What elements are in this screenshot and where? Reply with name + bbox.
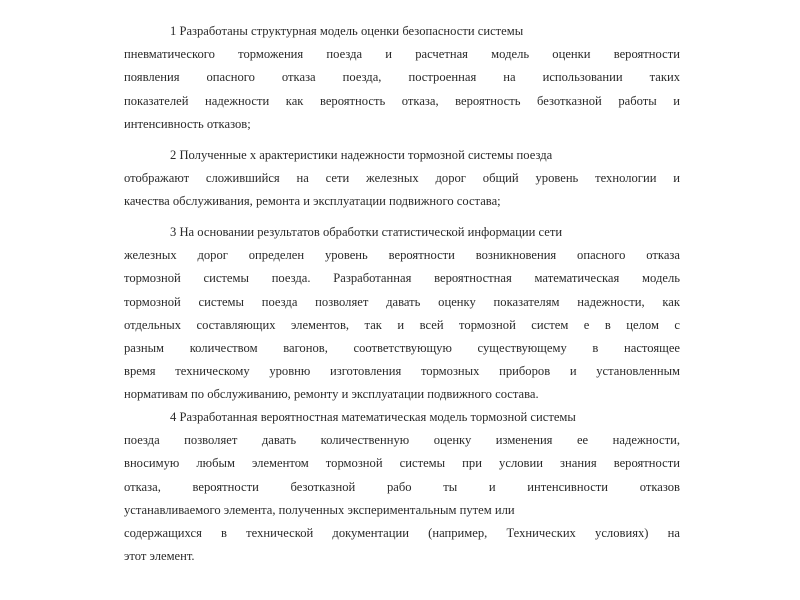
paragraph-line: 3 На основании результатов обработки статистической информации сети xyxy=(170,225,563,239)
paragraph-4 xyxy=(124,406,680,568)
paragraph-line: устанавливаемого элемента, полученных экспериментальным путем или xyxy=(124,502,515,517)
paragraph-line: этот элемент. xyxy=(124,549,195,564)
paragraph-line: время техническому уровню изготовления тормозных приборов и установленным xyxy=(124,364,680,379)
paragraph-3 xyxy=(124,221,680,407)
paragraph-line: отдельных составляющих элементов, так и всей тормозной систем е в целом с xyxy=(124,317,680,332)
paragraph-line: 1 Разработаны структурная модель оценки безопасности системы xyxy=(170,24,524,38)
paragraph-line: тормозной системы поезда. Разработанная вероятностная математическая модель xyxy=(124,271,680,286)
paragraph-2 xyxy=(124,144,680,214)
paragraph-line: нормативам по обслуживанию, ремонту и эксплуатации подвижного состава. xyxy=(124,387,539,402)
paragraph-line: 2 Полученные х арактеристики надежности тормозной системы поезда xyxy=(170,148,553,162)
paragraph-line: разным количеством вагонов, соответствующую существующему в настоящее xyxy=(124,340,680,355)
paragraph-line: качества обслуживания, ремонта и эксплуатации подвижного состава; xyxy=(124,194,501,209)
paragraph-line: поезда позволяет давать количественную оценку изменения ее надежности, xyxy=(124,433,680,448)
paragraph-line: появления опасного отказа поезда, построенная на использовании таких xyxy=(124,70,680,85)
paragraph-line: показателей надежности как вероятность отказа, вероятность безотказной работы и xyxy=(124,93,680,108)
paragraph-line: пневматического торможения поезда и расчетная модель оценки вероятности xyxy=(124,47,680,62)
paragraph-line: интенсивность отказов; xyxy=(124,116,251,131)
paragraph-line: отказа, вероятности безотказной рабо ты и интенсивности отказов xyxy=(124,479,680,494)
paragraph-line: тормозной системы поезда позволяет давать оценку показателям надежности, как xyxy=(124,294,680,309)
paragraph-line: отображают сложившийся на сети железных дорог общий уровень технологии и xyxy=(124,171,680,186)
paragraph-line: вносимую любым элементом тормозной системы при условии знания вероятности xyxy=(124,456,680,471)
paragraph-1 xyxy=(124,20,680,136)
paragraph-line: железных дорог определен уровень вероятности возникновения опасного отказа xyxy=(124,248,680,263)
paragraph-line: 4 Разработанная вероятностная математическая модель тормозной системы xyxy=(170,410,576,424)
paragraph-line: содержащихся в технической документации (например, Технических условиях) на xyxy=(124,525,680,540)
